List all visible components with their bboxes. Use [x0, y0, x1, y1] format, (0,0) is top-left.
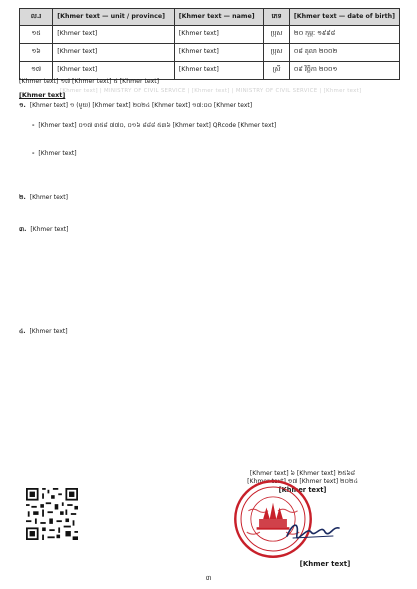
- note-subparagraph-1: [32, 122, 398, 130]
- note-paragraph-2: [19, 194, 400, 202]
- header-number: ល.រ: [20, 9, 53, 26]
- watermark-text: [Khmer text] | MINISTRY OF CIVIL SERVICE | [Khmer text] | MINISTRY OF CIVIL SERVICE | [Khmer text]: [60, 88, 362, 94]
- note-paragraph-3: [19, 226, 400, 234]
- row-dob: ២០ កុម្ភៈ ១៩៩៨: [289, 26, 399, 44]
- row-dob: ០៩ វិច្ឆិកា ២០០១: [289, 62, 399, 80]
- row-sex: ប្រុស: [264, 44, 290, 62]
- row-sex: ប្រុស: [264, 26, 290, 44]
- row-number: ១៦: [20, 44, 53, 62]
- issuing-office: [Khmer text]: [278, 486, 327, 494]
- note-text: [Khmer text] ១ (មួយ) [Khmer text] ២០២៤ [Khmer text] ១៧:០០ [Khmer text]: [29, 102, 253, 109]
- row-number: ១៧: [20, 62, 53, 80]
- row-dob: ០៨ តុលា ២០០២: [289, 44, 399, 62]
- row-sex: ស្រី: [264, 62, 290, 80]
- note-number: ២.: [19, 194, 26, 201]
- notes-title: [Khmer text]: [19, 91, 66, 99]
- row-name: [Khmer text]: [174, 26, 264, 44]
- note-paragraph-4: [19, 328, 400, 336]
- note-number: ៤.: [19, 328, 26, 335]
- note-text: [Khmer text]: [30, 226, 69, 233]
- official-seal-icon: [232, 478, 314, 560]
- table-summary: [Khmer text] ១៧ [Khmer text] ៥ [Khmer text]: [19, 78, 160, 85]
- table-row: [20, 62, 400, 80]
- note-text: [Khmer text]: [29, 194, 68, 201]
- row-name: [Khmer text]: [174, 62, 264, 80]
- table-header-row: [20, 9, 400, 26]
- table-row: [20, 44, 400, 62]
- header-name: [Khmer text — name]: [174, 9, 264, 26]
- signer-name: [Khmer text]: [299, 560, 351, 568]
- note-number: ៣.: [19, 226, 27, 233]
- table-row: [20, 26, 400, 44]
- row-name: [Khmer text]: [174, 44, 264, 62]
- header-dob: [Khmer text — date of birth]: [289, 9, 399, 26]
- note-number: ១.: [19, 102, 26, 109]
- page-number: ៣: [205, 574, 212, 582]
- note-bullet: -: [32, 122, 35, 129]
- row-unit: [Khmer text]: [53, 44, 175, 62]
- row-unit: [Khmer text]: [53, 26, 175, 44]
- handwritten-signature-icon: [283, 520, 343, 542]
- row-unit: [Khmer text]: [53, 62, 175, 80]
- note-paragraph-1: [19, 102, 400, 110]
- date-solar: [Khmer text] ១៧ [Khmer text] ២០២៤: [247, 478, 358, 485]
- qr-code-icon: [26, 488, 78, 540]
- note-subparagraph-2: [32, 150, 398, 158]
- note-bullet: -: [32, 150, 35, 157]
- note-text: [Khmer text]: [29, 328, 68, 335]
- header-unit: [Khmer text — unit / province]: [53, 9, 175, 26]
- candidate-table: [19, 8, 400, 80]
- row-number: ១៥: [20, 26, 53, 44]
- note-text: [Khmer text] ០១៧ ៣៥៨ ៧៧០, ០១៦ ៨៨៨ ៥៣៦ [Khmer text] QRcode [Khmer text]: [38, 122, 277, 129]
- header-sex: ភេទ: [264, 9, 290, 26]
- note-text: [Khmer text]: [38, 150, 77, 157]
- date-lunar: [Khmer text] ៦ [Khmer text] ២៥៦៨: [249, 470, 356, 477]
